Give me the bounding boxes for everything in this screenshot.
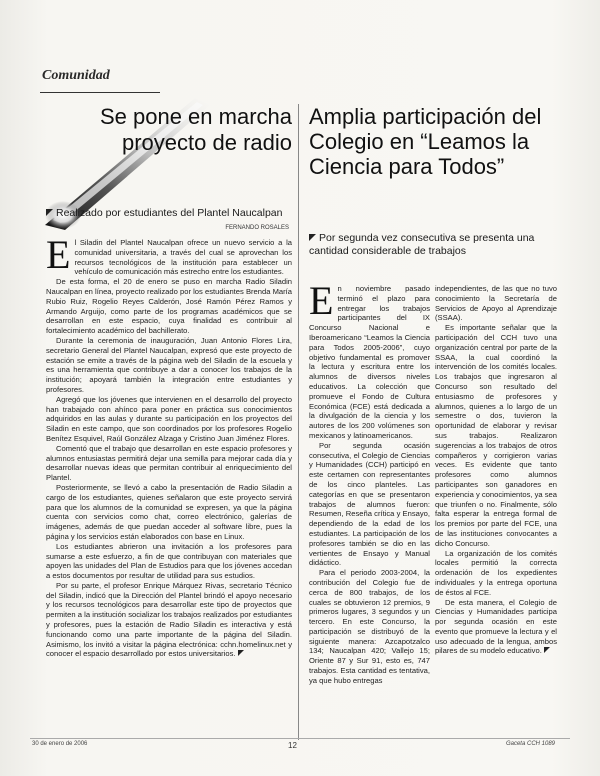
footer-date: 30 de enero de 2006 xyxy=(32,741,88,747)
right-deck xyxy=(309,232,554,258)
left-deck-text: Realizado por estudiantes del Plantel Naucalpan xyxy=(56,207,283,219)
article-paragraph: Comentó que el trabajo que desarrollan en este espacio profesores y alumnos entusiastas permitirá dejar una semilla para mejorar cada día y desarrollar nuevas ideas que permitan contribuir al enriquecimiento del Plantel. xyxy=(46,443,292,483)
left-article-body xyxy=(46,232,292,659)
article-paragraph: Posteriormente, se llevó a cabo la presentación de Radio Siladin a cargo de los estudiantes, quienes señalaron que este proyecto servirá para que los alumnos de la comunidad se expresen, ya que la página cuenta con servicios como chat, correo electrónico, galerías de imágenes, además de que puedan acceder al software libre, pues la página y los servicios están elaborados con base en Linux. xyxy=(46,482,292,541)
article-paragraph: Los estudiantes abrieron una invitación a los profesores para sumarse a este esfuerzo, a fin de que contribuyan con materiales que apoyen las unidades del Plan de Estudios para que los jóvenes accedan a estos documentos por resultar de utilidad para sus estudios. xyxy=(46,541,292,581)
article-paragraph: De esta forma, el 20 de enero se puso en marcha Radio Siladin Naucalpan en línea, proyecto realizado por los estudiantes Brenda María Rubio Ruiz, Rogelio Reyes Calderón, José Ramón Pérez Ramos y Armando Arguijo, como parte de los programas académicos que se desarrollan en este espacio, cuya finalidad es contribuir al fortalecimiento académico del bachillerato. xyxy=(46,277,292,336)
end-of-article-icon xyxy=(238,650,244,656)
article-paragraph: El Siladin del Plantel Naucalpan ofrece un nuevo servicio a la comunidad universitaria, a través del cual se aprovechan los recursos tecnológicos de la institución para establecer un vehículo de comunicación más estrecho entre los estudiantes. xyxy=(46,232,292,277)
article-paragraph: De esta manera, el Colegio de Ciencias y Humanidades participa por segunda ocasión en este evento que promueve la lectura y el uso adecuado de la lengua, ambos pilares de su modelo educativo. xyxy=(435,597,557,656)
article-paragraph: Agregó que los jóvenes que intervienen en el desarrollo del proyecto han trabajado con ahínco para poner en práctica sus conocimientos adquiridos en las aulas y durante su participación en los proyectos del Siladin en este campo, que son coordinados por los profesores Rogelio Benítez Esquivel, Raúl González Alzaga y Cristino Juan Jiménez Flores. xyxy=(46,394,292,443)
right-headline: Amplia participación del Colegio en “Leamos la Ciencia para Todos” xyxy=(309,104,542,179)
section-label: Comunidad xyxy=(42,68,110,83)
article-paragraph: Para el periodo 2003-2004, la contribución del Colegio fue de cerca de 800 trabajos, de los cuales se obtuvieron 12 premios, 9 primeros lugares, 3 segundos y un tercero. En este Concurso, la participación se distribuyó de la siguiente manera: Azcapotzalco 134; Naucalpan 420; Vallejo 15; Oriente 87 y Sur 91, esto es, 747 trabajos. Esta cantidad es tentativa, ya que hubo entregas xyxy=(309,568,430,685)
drop-cap: E xyxy=(46,232,71,277)
left-headline: Se pone en marcha proyecto de radio xyxy=(99,104,292,155)
article-paragraph: Por segunda ocasión consecutiva, el Colegio de Ciencias y Humanidades (CCH) participó en este certamen con representantes de los cinco planteles. Las categorías en que se presentaron trabajos de alumnos fueron: Resumen, Reseña crítica y Ensayo, dependiendo de la edad de los estudiantes. La participación de los profesores también se dio en las vertientes de Ensayo y Manual didáctico. xyxy=(309,440,430,568)
publication-name: Gaceta CCH 1089 xyxy=(505,741,555,747)
left-deck xyxy=(46,207,296,219)
article-paragraph: Por su parte, el profesor Enrique Márquez Rivas, secretario Técnico del Siladin, indicó que la Dirección del Plantel brindó el apoyo necesario y los recursos tecnológicos para desarrollar este tipo de proyectos que permiten a la institución socializar los trabajos realizados por estudiantes y profesores, pues la estación de Radio Siladin es interactiva y está funcionando como una parte importante de la página del Siladin. Asimismo, los invitó a visitar la página electrónica: cchn.homelinux.net y conocer el espacio desarrollado por estos universitarios. xyxy=(46,580,292,659)
column-divider xyxy=(298,104,299,740)
footer-rule xyxy=(30,738,570,739)
article-paragraph: Es importante señalar que la participación del CCH tuvo una organización central por parte de la SSAA, la cual coordinó la intervención de los comités locales. Los trabajos que ingresaron al Concurso son resultado del entusiasmo de profesores y alumnos, quienes a lo largo de un semestre o dos, tuvieron la oportunidad de elaborar y revisar sus trabajos. Realizaron sugerencias a los trabajos de otros compañeros y corrigieron varias veces. Es evidente que tanto profesores como alumnos participantes son ganadores en experiencia y conocimientos, ya sea que triunfen o no. Finalmente, sólo falta esperar la entrega formal de los premios por parte del FCE, una de las instituciones convocantes a dicho Concurso. xyxy=(435,323,557,548)
deck-marker-icon xyxy=(309,234,316,241)
article-paragraph: La organización de los comités locales permitió la correcta ordenación de los expedientes individuales y la entrega oportuna de éstos al FCE. xyxy=(435,548,557,597)
right-article-body-col2 xyxy=(435,284,557,656)
page-number: 12 xyxy=(288,741,297,750)
article-paragraph: Durante la ceremonia de inauguración, Juan Antonio Flores Lira, secretario General del Plantel Naucalpan, expresó que este proyecto de estación se emite a través de la página web del Siladin de la escuela y es una herramienta que contribuye a dar a conocer los trabajos de la institución; apoyará también la integración entre estudiantes y profesores. xyxy=(46,335,292,394)
article-paragraph: independientes, de las que no tuvo conocimiento la Secretaría de Servicios de Apoyo al Aprendizaje (SSAA). xyxy=(435,284,557,323)
article-paragraph: En noviembre pasado terminó el plazo para entregar los trabajos participantes del IX Concurso Nacional e Iberoamericano “Leamos la Ciencia para Todos 2005-2006”, cuyo objetivo fundamental es promover la lectura y escritura entre los alumnos de diversos niveles educativos. La colección que promueve el Fondo de Cultura Económica (FCE) está dedicada a la divulgación de la ciencia y los autores de los 200 volúmenes son mexicanos y latinoamericanos. xyxy=(309,278,430,440)
right-deck-text: Por segunda vez consecutiva se presenta una cantidad considerable de trabajos xyxy=(309,232,535,257)
drop-cap: E xyxy=(309,278,334,323)
byline: FERNANDO ROSALES xyxy=(225,225,289,231)
right-article-body-col1 xyxy=(309,278,430,686)
deck-marker-icon xyxy=(46,209,53,216)
end-of-article-icon xyxy=(544,647,550,653)
